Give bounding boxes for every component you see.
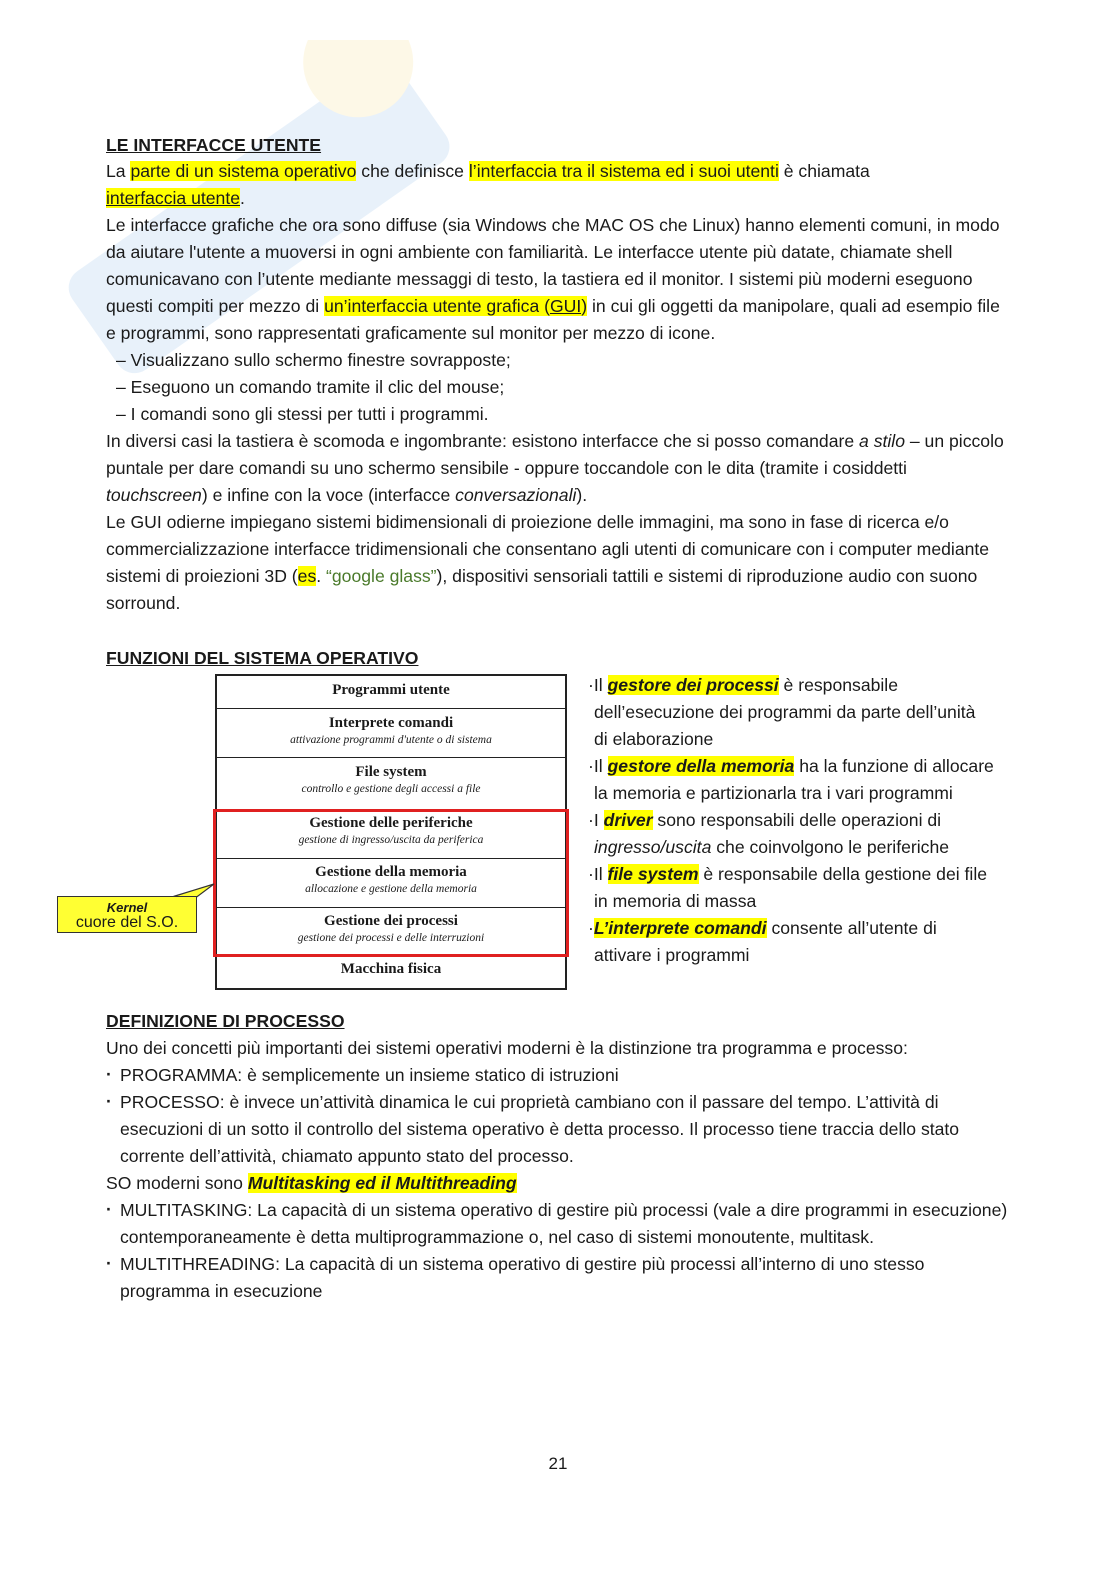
paragraph-3d	[106, 509, 1011, 617]
text: ·Il	[588, 756, 608, 776]
text: In diversi casi la tastiera è scomoda e ingombrante: esistono interfacce che si posso comandare	[106, 431, 860, 451]
section-title-processo: DEFINIZIONE DI PROCESSO	[106, 1011, 345, 1031]
paragraph-stilo	[106, 428, 1011, 509]
text: consente all’utente di	[766, 918, 937, 938]
text: ha la funzione di allocare	[794, 756, 994, 776]
desc-processi	[588, 672, 1008, 699]
desc-memoria	[588, 753, 1008, 780]
layer-macchina-fisica	[217, 957, 565, 990]
layer-subtitle: gestione di ingresso/uscita da periferica	[298, 834, 484, 846]
text: ), dispositivi sensoriali tattili e sistemi di riproduzione audio con suono sorround.	[106, 566, 978, 613]
italic-text: ingresso/uscita	[594, 837, 712, 857]
bullet-item: · PROCESSO: è invece un’attività dinamica le cui proprietà cambiano con il passare del tempo. L’attività di esecuzioni di un sotto il controllo del sistema operativo è detta processo. Il processo tiene traccia dello stato corrente dell’attività, chiamato appunto stato del processo.	[106, 1089, 1011, 1170]
text: è responsabile della gestione dei file	[698, 864, 988, 884]
highlight-text-underline: interfaccia utente	[106, 188, 240, 208]
bullet-list	[106, 1062, 1011, 1170]
highlight-text-underline: GUI	[549, 296, 582, 316]
text: ·I	[588, 810, 604, 830]
kernel-label	[57, 896, 197, 933]
highlight-text: gestore della memoria	[607, 756, 795, 776]
functions-description	[588, 672, 1008, 969]
layer-title: File system	[355, 764, 427, 780]
text: ·Il	[588, 864, 608, 884]
text: sono responsabili delle operazioni di	[652, 810, 942, 830]
section-interfacce-body	[106, 158, 1011, 617]
layer-title: Gestione dei processi	[324, 913, 458, 929]
text: .	[316, 566, 327, 586]
desc-line: la memoria e partizionarla tra i vari programmi	[594, 783, 953, 803]
layer-interprete-comandi	[217, 709, 565, 758]
text: La	[106, 161, 131, 181]
text: ).	[576, 485, 588, 505]
bullet-item: · PROGRAMMA: è semplicemente un insieme statico di istruzioni	[106, 1062, 1011, 1089]
page-number: 21	[548, 1454, 568, 1473]
text: SO moderni sono	[106, 1173, 248, 1193]
kernel-highlight-box	[213, 809, 569, 957]
highlight-text: (	[539, 296, 550, 316]
highlight-text: file system	[607, 864, 699, 884]
text: ·Il	[588, 675, 608, 695]
highlight-text: un’interfaccia utente grafica	[324, 296, 540, 316]
layer-title: Macchina fisica	[340, 961, 442, 977]
paragraph-intro: Uno dei concetti più importanti dei sistemi operativi moderni è la distinzione tra programma e processo:	[106, 1038, 908, 1058]
desc-file-system	[588, 861, 1008, 888]
paragraph-gui	[106, 212, 1011, 347]
dash-item: – Eseguono un comando tramite il clic del mouse;	[116, 377, 505, 397]
desc-line: dell’esecuzione dei programmi da parte dell’unità	[594, 702, 976, 722]
kernel-subtitle: cuore del S.O.	[75, 914, 179, 931]
desc-driver	[588, 807, 1008, 834]
kernel-title: Kernel	[106, 900, 148, 915]
quoted-text: “google glass”	[326, 566, 437, 586]
desc-line: attivare i programmi	[594, 945, 750, 965]
italic-text: touchscreen	[106, 485, 202, 505]
desc-line	[588, 834, 1008, 861]
text: Le GUI odierne impiegano sistemi bidimensionali di proiezione delle immagini, ma sono in fase di ricerca e/o commercializzazione interfacce tridimensionali che consentano agli utenti di comunicare con i computer mediante sistemi di proiezioni 3D (	[106, 512, 990, 586]
layer-file-system	[217, 758, 565, 810]
text: ·	[588, 918, 594, 938]
bullet-item: · MULTITASKING: La capacità di un sistema operativo di gestire più processi (vale a dire programmi in esecuzione) contemporaneamente è detta multiprogrammazione o, nel caso di sistemi monoutente, multitask.	[106, 1197, 1011, 1251]
desc-line: in memoria di massa	[594, 891, 757, 911]
text: che coinvolgono le periferiche	[711, 837, 950, 857]
section-title-interfacce: LE INTERFACCE UTENTE	[106, 135, 322, 155]
text: Le interfacce grafiche che ora sono diffuse (sia Windows che MAC OS che Linux) hanno elementi comuni, in modo da aiutare l'utente a muoversi in ogni ambiente con familiarità. Le interfacce utente più datate, chiamate shell comunicavano con l’utente mediante messaggi di testo, la tastiera ed il monitor. I sistemi più moderni eseguono questi compiti per mezzo di	[106, 215, 1000, 316]
dash-item: – I comandi sono gli stessi per tutti i programmi.	[116, 404, 489, 424]
highlight-text: driver	[603, 810, 653, 830]
text: che definisce	[356, 161, 469, 181]
highlight-text: l’interfaccia tra il sistema ed i suoi utenti	[468, 161, 779, 181]
paragraph-so-moderni	[106, 1170, 1011, 1197]
layer-subtitle: gestione dei processi e delle interruzioni	[297, 932, 485, 944]
layer-title: Gestione della memoria	[315, 864, 467, 880]
section-title-funzioni: FUNZIONI DEL SISTEMA OPERATIVO	[106, 648, 419, 668]
dash-item: – Visualizzano sullo schermo finestre sovrapposte;	[116, 350, 511, 370]
layer-title: Interprete comandi	[328, 715, 454, 731]
highlight-text: )	[581, 296, 588, 316]
highlight-text: Multitasking ed il Multithreading	[247, 1173, 517, 1193]
bullet-list	[106, 1197, 1011, 1305]
layer-title: Programmi utente	[332, 682, 450, 698]
highlight-text: gestore dei processi	[607, 675, 779, 695]
text: ) e infine con la voce (interfacce	[201, 485, 456, 505]
layer-title: Gestione delle periferiche	[309, 815, 473, 831]
desc-interprete	[588, 915, 1008, 942]
highlight-text: L’interprete comandi	[593, 918, 767, 938]
text: – un piccolo puntale per dare comandi su uno schermo sensibile - oppure toccandole con le dita (tramite i cosiddetti	[106, 431, 1004, 478]
layer-subtitle: allocazione e gestione della memoria	[305, 883, 477, 895]
desc-line: di elaborazione	[594, 729, 714, 749]
section-processo-body	[106, 1035, 1011, 1305]
bullet-item: · MULTITHREADING: La capacità di un sistema operativo di gestire più processi all’interno di uno stesso programma in esecuzione	[106, 1251, 1011, 1305]
text: è responsabile	[778, 675, 898, 695]
layer-subtitle: attivazione programmi d'utente o di sistema	[290, 734, 492, 746]
italic-text: conversazionali	[455, 485, 577, 505]
highlight-text: es	[297, 566, 317, 586]
italic-text: a stilo	[859, 431, 905, 451]
text: in cui gli oggetti da manipolare, quali ad esempio file e programmi, sono rappresentati graficamente sul monitor per mezzo di icone.	[106, 296, 1000, 343]
layer-programmi-utente	[217, 676, 565, 709]
layer-subtitle: controllo e gestione degli accessi a file	[301, 783, 481, 795]
paragraph-definition	[106, 158, 1011, 212]
highlight-text: parte di un sistema operativo	[130, 161, 357, 181]
text: .	[240, 188, 245, 208]
text: è chiamata	[778, 161, 870, 181]
